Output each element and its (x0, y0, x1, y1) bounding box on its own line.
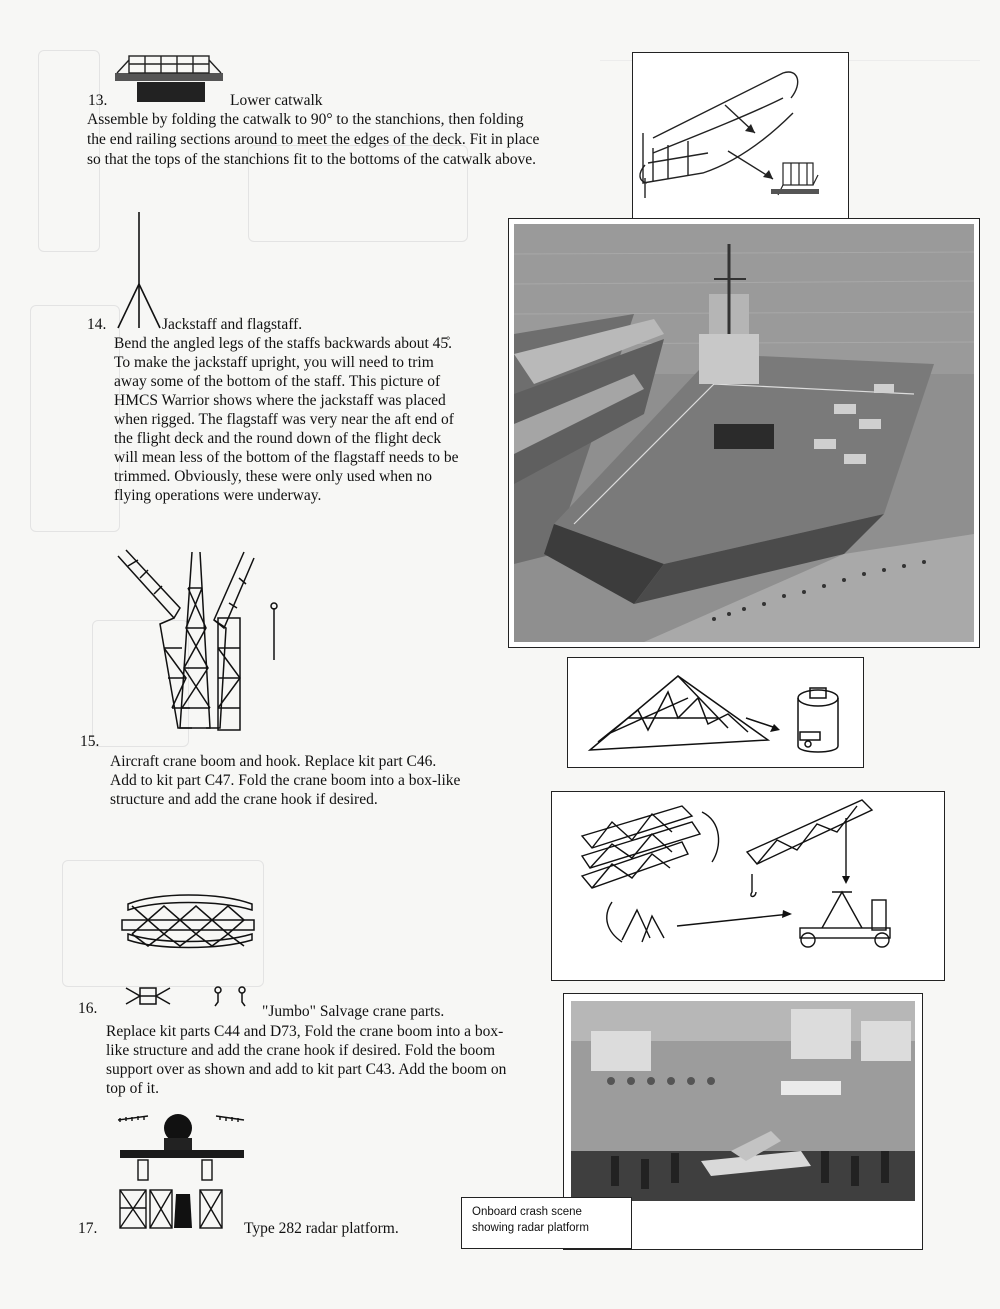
step-14-line-5: when rigged. The flagstaff was very near the aft end of (114, 411, 454, 428)
step-14-line-8: trimmed. Obviously, these were only used when no (114, 468, 432, 485)
step-15-number: 15. (80, 733, 100, 750)
photo-caption (461, 1197, 632, 1249)
crane-assembly-diagram-box (567, 657, 864, 768)
step-16-title: "Jumbo" Salvage crane parts. (262, 1003, 445, 1020)
step-14-title: Jackstaff and flagstaff. (162, 316, 303, 333)
salvage-crane-diagram-box (551, 791, 945, 981)
carrier-photo (508, 218, 980, 648)
step-15-line-3: structure and add the crane hook if desired. (110, 791, 378, 808)
step-14-line-3: away some of the bottom of the staff. This picture of (114, 373, 441, 390)
step-14-line-9: flying operations were underway. (114, 487, 322, 504)
step-13-line-2: the end railing sections around to meet the edges of the deck. Fit in place (87, 131, 540, 148)
step-15-line-1: Aircraft crane boom and hook. Replace kit part C46. (110, 753, 437, 770)
aircraft-crane-fret (114, 548, 284, 738)
step-14-line-4: HMCS Warrior shows where the jackstaff was placed (114, 392, 446, 409)
step-16-line-4: top of it. (106, 1080, 159, 1097)
step-13-line-1: Assemble by folding the catwalk to 90° to the stanchions, then folding (87, 111, 524, 128)
catwalk-assembly-diagram (633, 53, 845, 227)
step-13-title: Lower catwalk (230, 92, 323, 109)
step-16-number: 16. (78, 1000, 98, 1017)
bleed-through-frame (30, 305, 120, 532)
crash-scene-photo-illustration (571, 1001, 915, 1201)
jackstaff-diagram (116, 212, 162, 330)
step-14-line-6: the flight deck and the round down of the flight deck (114, 430, 442, 447)
salvage-crane-fret (118, 888, 258, 1018)
lower-catwalk-diagram (115, 52, 225, 102)
step-16-line-3: support over as shown and add to kit part C43. Add the boom on (106, 1061, 507, 1078)
step-13-line-3: so that the tops of the stanchions fit to the bottoms of the catwalk above. (87, 151, 536, 168)
step-13-number: 13. (88, 92, 108, 109)
photo-caption-line-1: Onboard crash scene (472, 1206, 582, 1218)
step-14-line-1: Bend the angled legs of the staffs backwards about 45̊. (114, 335, 453, 352)
step-14-line-2: To make the jackstaff upright, you will need to trim (114, 354, 434, 371)
salvage-crane-assembly-diagram (552, 792, 940, 976)
step-14-number: 14. (87, 316, 107, 333)
step-16-line-2: like structure and add the crane hook if desired. Fold the boom (106, 1042, 496, 1059)
step-15-line-2: Add to kit part C47. Fold the crane boom into a box-like (110, 772, 461, 789)
hmcs-warrior-photo-illustration (514, 224, 974, 642)
step-14-line-7: will mean less of the bottom of the flagstaff needs to be (114, 449, 459, 466)
radar-platform-fret (116, 1112, 246, 1232)
catwalk-assembly-diagram-box (632, 52, 849, 232)
step-16-line-1: Replace kit parts C44 and D73, Fold the crane boom into a box- (106, 1023, 504, 1040)
step-17-number: 17. (78, 1220, 98, 1237)
crane-assembly-diagram (568, 658, 858, 763)
photo-caption-line-2: showing radar platform (472, 1222, 589, 1234)
step-17-title: Type 282 radar platform. (244, 1220, 399, 1237)
